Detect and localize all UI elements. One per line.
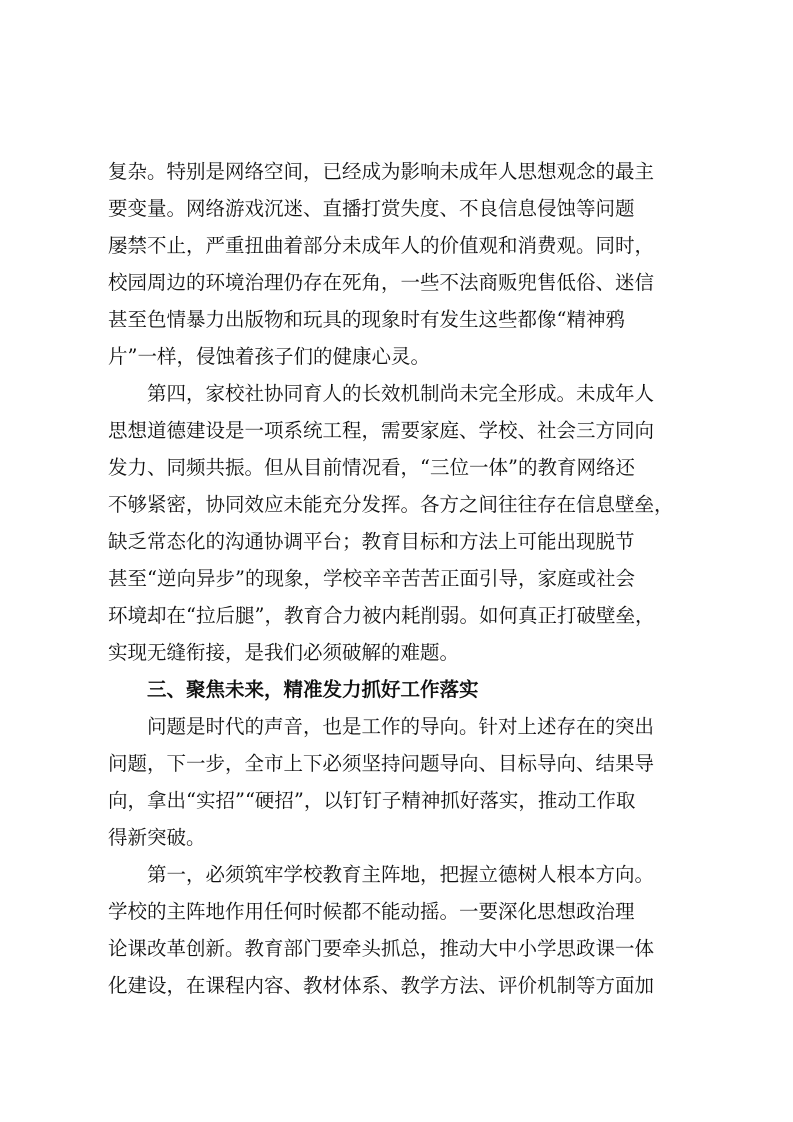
paragraph-line: 得新突破。: [108, 826, 206, 849]
paragraph-line: 问题，下一步，全市上下必须坚持问题导向、目标导向、结果导: [108, 752, 655, 775]
paragraph-line: 缺乏常态化的沟通协调平台；教育目标和方法上可能出现脱节: [108, 530, 635, 553]
paragraph-line: 复杂。特别是网络空间，已经成为影响未成年人思想观念的最主: [108, 160, 655, 183]
paragraph-line: 甚至色情暴力出版物和玩具的现象时有发生这些都像“精神鸦: [108, 308, 625, 331]
paragraph-line: 思想道德建设是一项系统工程，需要家庭、学校、社会三方同向: [108, 419, 655, 442]
paragraph-line: 校园周边的环境治理仍存在死角，一些不法商贩兜售低俗、迷信: [108, 271, 655, 294]
paragraph-line: 论课改革创新。教育部门要牵头抓总，推动大中小学思政课一体: [108, 937, 655, 960]
paragraph-line: 实现无缝衔接，是我们必须破解的难题。: [108, 641, 460, 664]
paragraph-line: 向，拿出“实招”“硬招”，以钉钉子精神抓好落实，推动工作取: [108, 789, 636, 812]
paragraph-line: 第四，家校社协同育人的长效机制尚未完全形成。未成年人: [147, 382, 655, 405]
paragraph-line: 发力、同频共振。但从目前情况看，“三位一体”的教育网络还: [108, 456, 635, 479]
paragraph-line: 学校的主阵地作用任何时候都不能动摇。一要深化思想政治理: [108, 900, 635, 923]
paragraph-line: 甚至“逆向异步”的现象，学校辛辛苦苦正面引导，家庭或社会: [108, 567, 635, 590]
paragraph-line: 屡禁不止，严重扭曲着部分未成年人的价值观和消费观。同时，: [108, 234, 655, 257]
paragraph-line: 要变量。网络游戏沉迷、直播打赏失度、不良信息侵蚀等问题: [108, 197, 635, 220]
paragraph-line: 问题是时代的声音，也是工作的导向。针对上述存在的突出: [147, 715, 655, 738]
section-heading: 三、聚焦未来，精准发力抓好工作落实: [147, 678, 479, 701]
paragraph-line: 环境却在“拉后腿”，教育合力被内耗削弱。如何真正打破壁垒，: [108, 604, 655, 627]
paragraph-line: 化建设，在课程内容、教材体系、教学方法、评价机制等方面加: [108, 974, 655, 997]
paragraph-line: 片”一样，侵蚀着孩子们的健康心灵。: [108, 345, 430, 368]
paragraph-line: 第一，必须筑牢学校教育主阵地，把握立德树人根本方向。: [147, 863, 655, 886]
paragraph-line: 不够紧密，协同效应未能充分发挥。各方之间往往存在信息壁垒，: [108, 493, 674, 516]
